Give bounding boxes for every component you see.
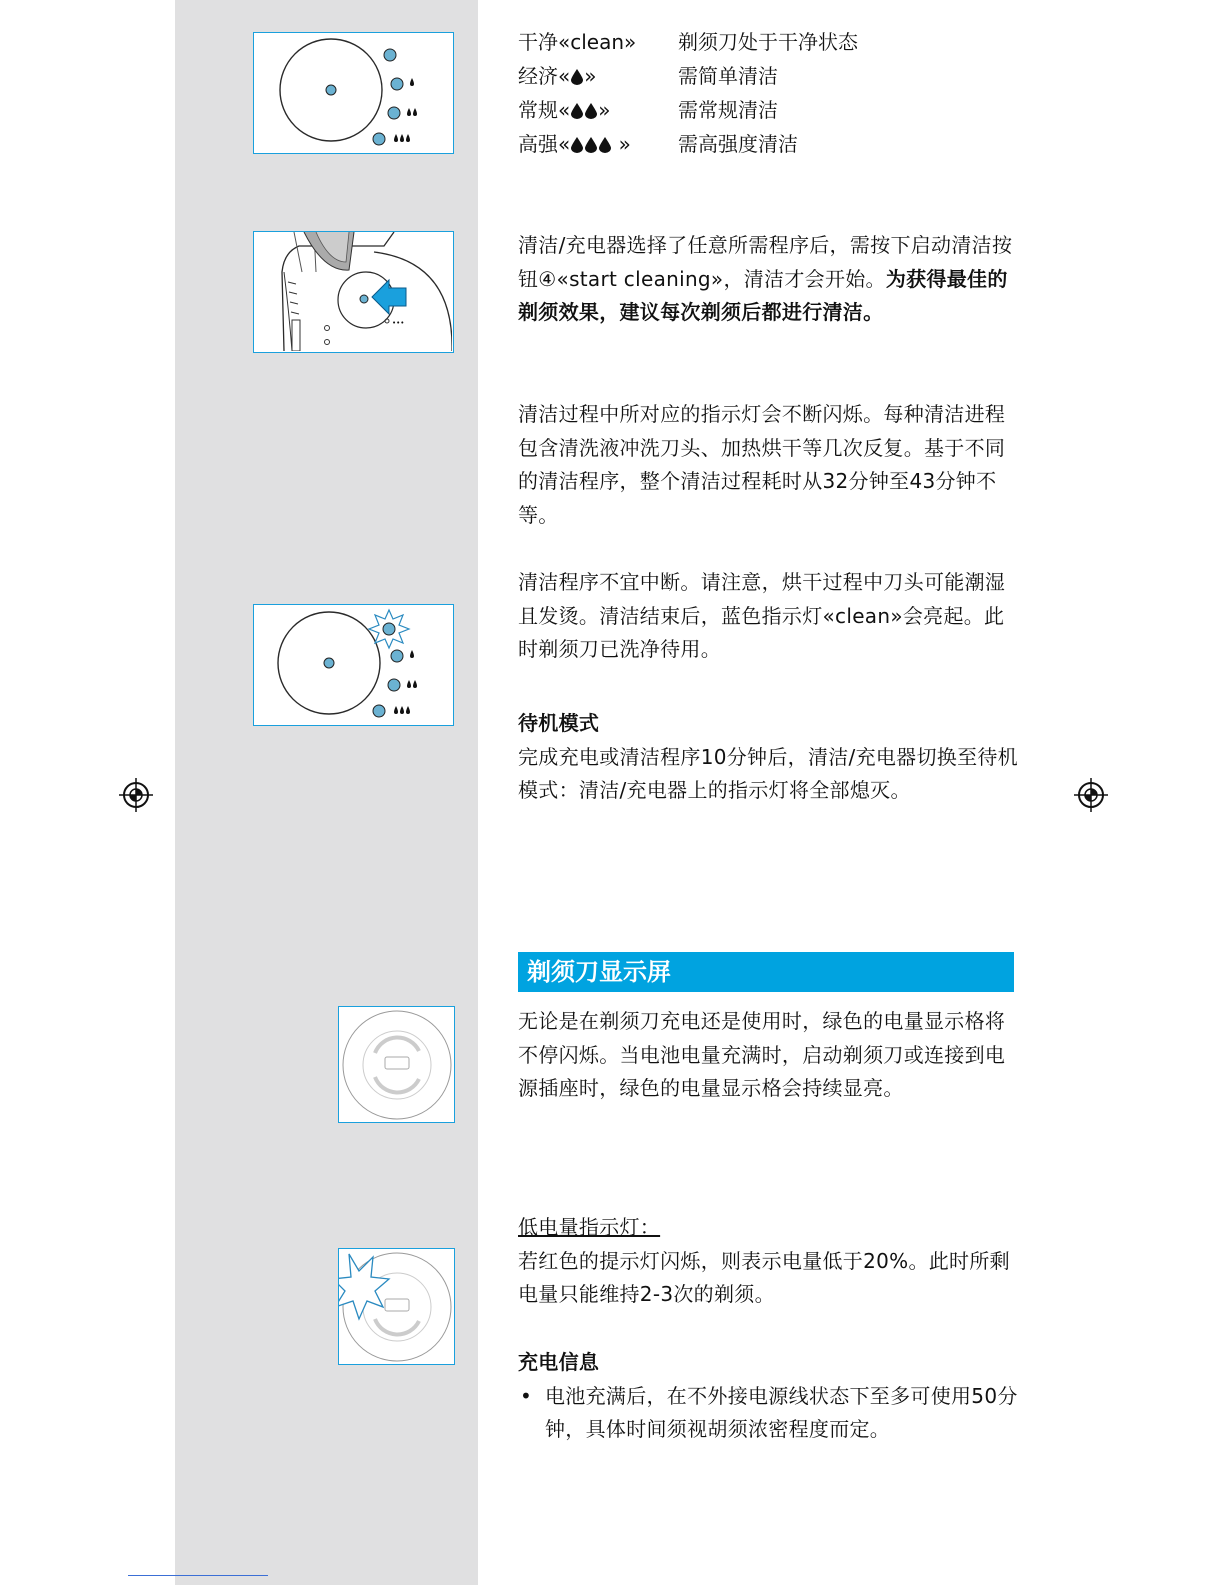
indicator-light-icon (388, 107, 400, 119)
paragraph-start-cleaning (518, 229, 1018, 330)
legend-label-pre: 常规« (518, 98, 571, 122)
paragraph-interrupt: 清洁程序不宜中断。请注意，烘干过程中刀头可能潮湿且发烫。清洁结束后，蓝色指示灯«clean»会亮起。此时剃须刀已洗净待用。 (518, 570, 1006, 661)
drop-icon (571, 69, 583, 85)
footer-rule (128, 1575, 268, 1576)
indicator-light-icon (384, 49, 396, 61)
legend-desc: 剃须刀处于干净状态 (678, 30, 858, 54)
legend-label-post: » (612, 132, 631, 156)
legend-desc: 需常规清洁 (678, 98, 778, 122)
indicator-light-icon (391, 650, 403, 662)
figure-indicator-panel (253, 32, 454, 154)
registration-mark-icon (1074, 778, 1108, 812)
paragraph-blinking: 清洁过程中所对应的指示灯会不断闪烁。每种清洁进程包含清洗液冲洗刀头、加热烘干等几次反复。基于不同的清洁程序，整个清洁过程耗时从32分钟至43分钟不等。 (518, 402, 1006, 527)
start-cleaning-recommendation: 为获得最佳的剃须效果，建议每次剃须后都进行清洁。 (518, 266, 1008, 324)
legend-desc: 需高强度清洁 (678, 132, 798, 156)
low-battery-body: 若红色的提示灯闪烁，则表示电量低于20%。此时所剩电量只能维持2-3次的剃须。 (518, 1248, 1010, 1306)
section-title-bar: 剃须刀显示屏 (518, 952, 1014, 992)
legend-label-pre: 高强« (518, 132, 571, 156)
figure-shaver-display (338, 1006, 455, 1123)
drop-icon (585, 137, 597, 153)
paragraph-display: 无论是在剃须刀充电还是使用时，绿色的电量显示格将不停闪烁。当电池电量充满时，启动剃须刀或连接到电源插座时，绿色的电量显示格会持续显亮。 (518, 1009, 1006, 1100)
standby-heading: 待机模式 (518, 711, 600, 735)
standby-section (518, 707, 1018, 808)
drop-icon (571, 137, 583, 153)
drop-icon (585, 103, 597, 119)
legend-desc: 需简单清洁 (678, 64, 778, 88)
charging-list (518, 1380, 1018, 1447)
figure-press-start-cleaning (253, 231, 454, 353)
legend-label-post: » (584, 64, 597, 88)
list-item: • 电池充满后，在不外接电源线状态下至多可使用50分钟，具体时间须视胡须浓密程度而定。 (518, 1380, 1018, 1447)
drop-icon (571, 103, 583, 119)
svg-text:•••: ••• (392, 319, 405, 327)
indicator-light-icon (373, 705, 385, 717)
charging-heading: 充电信息 (518, 1350, 600, 1374)
legend-label: 干净«clean» (518, 30, 637, 54)
registration-mark-icon (119, 778, 153, 812)
low-battery-heading: 低电量指示灯： (518, 1215, 661, 1239)
start-cleaning-text: 清洁/充电器选择了任意所需程序后，需按下启动清洁按钮④«start cleaning»，清洁才会开始。 (518, 233, 1013, 291)
indicator-light-icon (373, 133, 385, 145)
indicator-light-icon (383, 623, 395, 635)
legend-label-post: » (598, 98, 611, 122)
standby-body: 完成充电或清洁程序10分钟后，清洁/充电器切换至待机模式：清洁/充电器上的指示灯将全部熄灭。 (518, 744, 1018, 802)
figure-low-battery (338, 1248, 455, 1365)
charging-section (518, 1346, 1018, 1447)
drop-icon (599, 137, 611, 153)
legend-label-pre: 经济« (518, 64, 571, 88)
low-battery-section (518, 1211, 1018, 1312)
indicator-light-icon (388, 679, 400, 691)
indicator-light-icon (391, 78, 403, 90)
figure-clean-light-on (253, 604, 454, 726)
